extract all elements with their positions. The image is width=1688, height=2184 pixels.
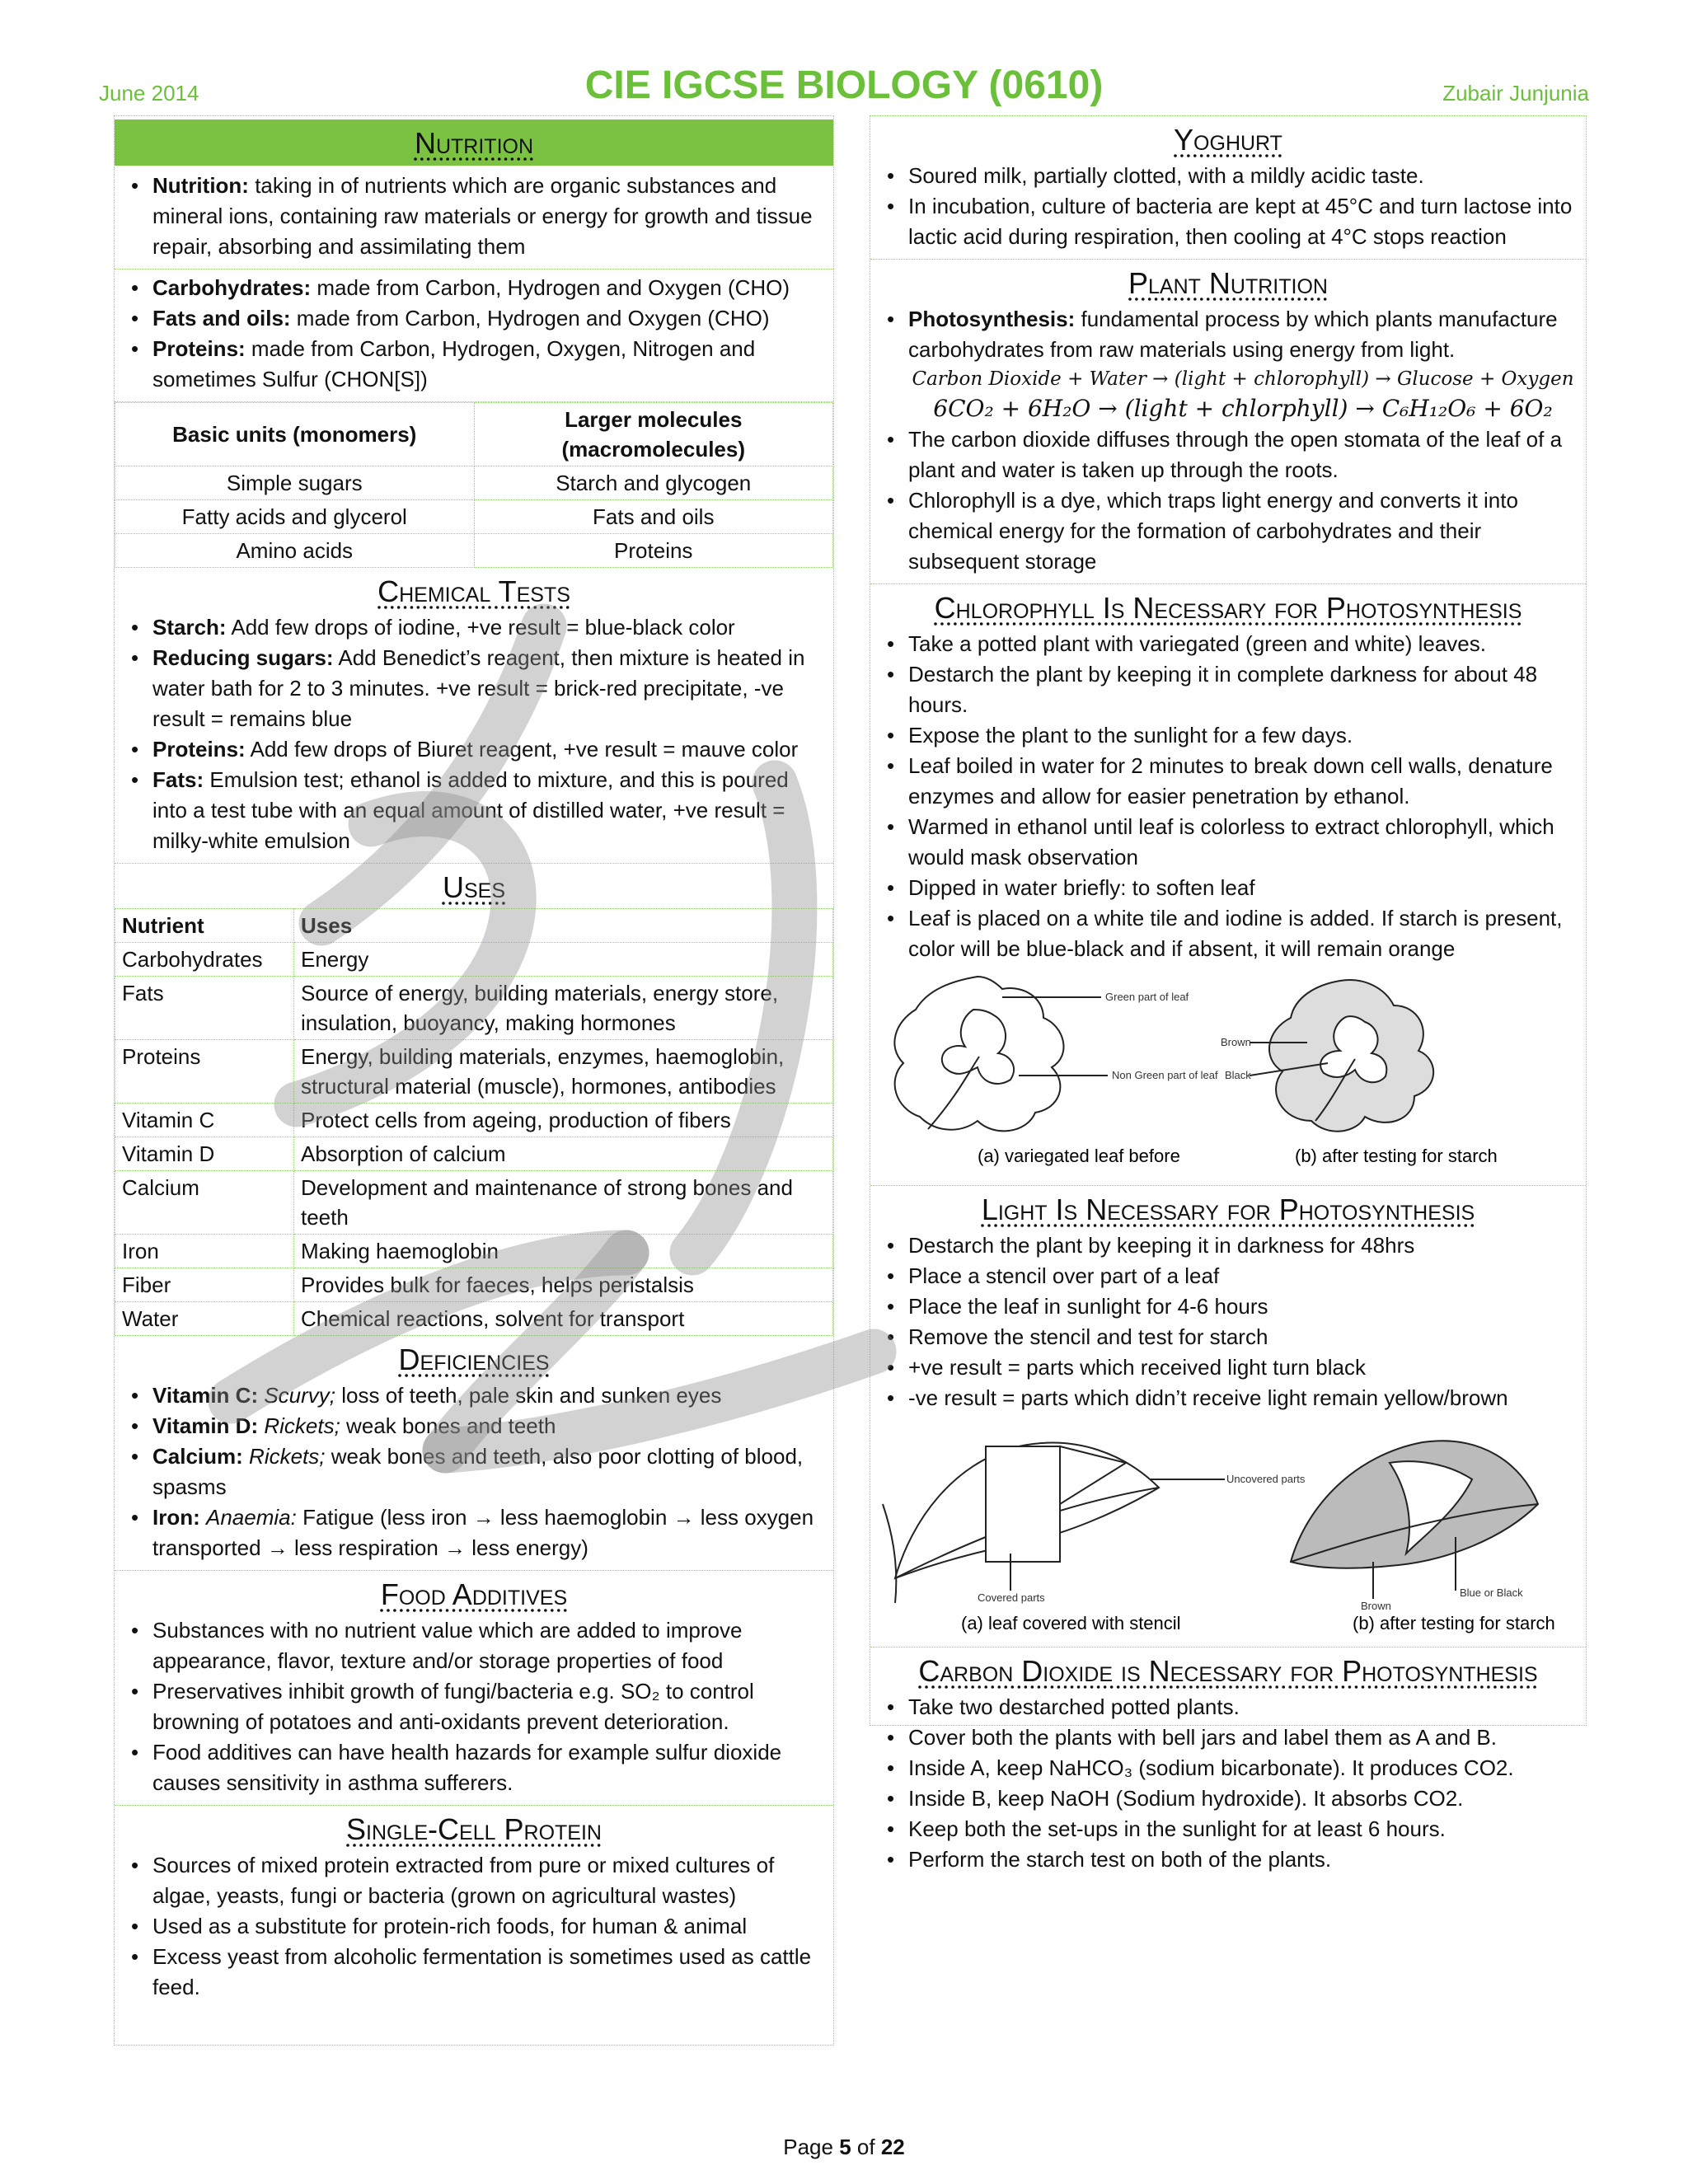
figure-caption: (b) after testing for starch xyxy=(1353,1613,1555,1633)
stencil-leaf-figure xyxy=(879,1413,1571,1636)
list-item: • Fats: Emulsion test; ethanol is added to mixture, and this is poured into a test tube with an equal amount of distilled water, +ve result = milky-white emulsion xyxy=(152,765,825,856)
figure-label: Brown xyxy=(1221,1036,1251,1048)
symbol-equation: 6CO₂ + 6H₂O → (light + chlorphyll) → C₆H₁₂O₆ + 6O₂ xyxy=(933,395,1553,422)
table-cell: Development and maintenance of strong bones and teeth xyxy=(294,1171,833,1235)
table-cell: Fats and oils xyxy=(474,500,833,534)
page-title: CIE IGCSE BIOLOGY (0610) xyxy=(584,63,1104,107)
figure-label: Brown xyxy=(1361,1600,1391,1612)
table-cell: Vitamin D xyxy=(115,1137,294,1171)
table-row xyxy=(115,534,833,568)
list-item: • Destarch the plant by keeping it in darkness for 48hrs xyxy=(908,1230,1578,1261)
header-author: Zubair Junjunia xyxy=(1442,81,1589,105)
plant-nutrition-section xyxy=(870,260,1586,584)
single-cell-protein-heading: Single-Cell Protein xyxy=(346,1812,602,1846)
table-cell: Absorption of calcium xyxy=(294,1137,833,1171)
table-row xyxy=(115,1104,833,1137)
list-item: • Excess yeast from alcoholic fermentation is sometimes used as cattle feed. xyxy=(152,1942,825,2003)
footer-middle: of xyxy=(851,2135,881,2159)
list-item: • Proteins: Add few drops of Biuret reagent, +ve result = mauve color xyxy=(152,734,825,765)
header-date: June 2014 xyxy=(99,81,199,105)
list-item: • Preservatives inhibit growth of fungi/bacteria e.g. SO₂ to control browning of potatoes and anti-oxidants prevent deterioration. xyxy=(152,1676,825,1737)
yoghurt-heading: Yoghurt xyxy=(1174,123,1282,157)
list-item: • Expose the plant to the sunlight for a few days. xyxy=(908,720,1578,751)
table-row xyxy=(115,1137,833,1171)
list-item: • Keep both the set-ups in the sunlight for at least 6 hours. xyxy=(908,1814,1578,1844)
list-item: • Nutrition: taking in of nutrients which are organic substances and mineral ions, containing raw materials or energy for growth and tissue repair, absorbing and assimilating them xyxy=(152,171,825,262)
light-heading: Light Is Necessary for Photosynthesis xyxy=(981,1193,1475,1226)
list-item: • Inside B, keep NaOH (Sodium hydroxide). It absorbs CO2. xyxy=(908,1783,1578,1814)
list-item: • Substances with no nutrient value which are added to improve appearance, flavor, texture and/or storage properties of food xyxy=(152,1615,825,1676)
left-column xyxy=(114,115,834,2046)
list-item: • Take a potted plant with variegated (green and white) leaves. xyxy=(908,629,1578,659)
table-row xyxy=(115,977,833,1040)
chemical-tests-heading: Chemical Tests xyxy=(377,574,570,608)
single-cell-protein-section xyxy=(115,1806,833,2009)
table-cell: Calcium xyxy=(115,1171,294,1235)
list-item: • Reducing sugars: Add Benedict’s reagent, then mixture is heated in water bath for 2 to 3 minutes. +ve result = brick-red precipitate, -ve result = remains blue xyxy=(152,643,825,734)
table-cell: Energy, building materials, enzymes, haemoglobin, structural material (muscle), hormones, antibodies xyxy=(294,1040,833,1104)
table-cell: Amino acids xyxy=(115,534,475,568)
list-item: • Chlorophyll is a dye, which traps light energy and converts it into chemical energy for the formation of carbohydrates and their subsequent storage xyxy=(908,485,1578,577)
list-item: • Carbohydrates: made from Carbon, Hydrogen and Oxygen (CHO) xyxy=(152,273,825,303)
table-cell: Vitamin C xyxy=(115,1104,294,1137)
table-cell: Water xyxy=(115,1302,294,1336)
list-item: • -ve result = parts which didn’t receive light remain yellow/brown xyxy=(908,1383,1578,1413)
variegated-leaf-icon xyxy=(894,977,1108,1131)
chlorophyll-heading: Chlorophyll Is Necessary for Photosynthesis xyxy=(934,591,1522,625)
figure-label: Blue or Black xyxy=(1460,1586,1523,1599)
table-cell: Making haemoglobin xyxy=(294,1235,833,1268)
list-item: • Food additives can have health hazards for example sulfur dioxide causes sensitivity in asthma sufferers. xyxy=(152,1737,825,1798)
list-item: • Fats and oils: made from Carbon, Hydrogen and Oxygen (CHO) xyxy=(152,303,825,334)
figure-label: Covered parts xyxy=(978,1591,1045,1604)
page-number: 5 xyxy=(839,2135,851,2159)
page-footer xyxy=(0,2135,1688,2160)
uses-table xyxy=(115,908,833,1336)
list-item: • Perform the starch test on both of the plants. xyxy=(908,1844,1578,1875)
deficiencies-heading: Deficiencies xyxy=(398,1343,550,1376)
list-item: • Destarch the plant by keeping it in complete darkness for about 48 hours. xyxy=(908,659,1578,720)
table-cell: Source of energy, building materials, energy store, insulation, buoyancy, making hormones xyxy=(294,977,833,1040)
list-item: • Starch: Add few drops of iodine, +ve result = blue-black color xyxy=(152,612,825,643)
figure-caption: (a) variegated leaf before xyxy=(978,1146,1180,1166)
table-cell: Iron xyxy=(115,1235,294,1268)
list-item: • Place a stencil over part of a leaf xyxy=(908,1261,1578,1291)
table-cell: Protect cells from ageing, production of fibers xyxy=(294,1104,833,1137)
monomer-table xyxy=(115,402,833,568)
figure-label: Green part of leaf xyxy=(1105,991,1189,1003)
list-item: • Used as a substitute for protein-rich foods, for human & animal xyxy=(152,1911,825,1942)
food-additives-section xyxy=(115,1571,833,1806)
table-header-row xyxy=(115,909,833,943)
yoghurt-section xyxy=(870,116,1586,260)
list-item: • Cover both the plants with bell jars and label them as A and B. xyxy=(908,1722,1578,1753)
table-cell: Simple sugars xyxy=(115,466,475,500)
list-item: • Soured milk, partially clotted, with a mildly acidic taste. xyxy=(908,161,1578,191)
figure-caption: (b) after testing for starch xyxy=(1295,1146,1498,1166)
right-column xyxy=(870,115,1587,1872)
list-item: • Place the leaf in sunlight for 4-6 hours xyxy=(908,1291,1578,1322)
table-cell: Starch and glycogen xyxy=(474,466,833,500)
table-header: Nutrient xyxy=(115,909,294,943)
table-cell: Provides bulk for faeces, helps peristalsis xyxy=(294,1268,833,1302)
word-equation: Carbon Dioxide + Water → (light + chlorophyll) → Glucose + Oxygen xyxy=(912,368,1574,390)
list-item: • Remove the stencil and test for starch xyxy=(908,1322,1578,1352)
list-item: • Leaf boiled in water for 2 minutes to break down cell walls, denature enzymes and allow for easier penetration by ethanol. xyxy=(908,751,1578,812)
table-cell: Chemical reactions, solvent for transport xyxy=(294,1302,833,1336)
nutrition-section xyxy=(115,116,833,269)
table-cell: Fiber xyxy=(115,1268,294,1302)
starch-tested-leaf-icon xyxy=(1250,980,1433,1132)
table-row xyxy=(115,466,833,500)
figure-label: Non Green part of leaf xyxy=(1112,1069,1218,1081)
list-item: • Leaf is placed on a white tile and iodine is added. If starch is present, color will be blue-black and if absent, it will remain orange xyxy=(908,903,1578,964)
footer-prefix: Page xyxy=(783,2135,840,2159)
tested-leaf-icon xyxy=(1291,1441,1538,1599)
table-row xyxy=(115,1302,833,1336)
table-cell: Carbohydrates xyxy=(115,943,294,977)
list-item: • Sources of mixed protein extracted from pure or mixed cultures of algae, yeasts, fungi or bacteria (grown on agricultural wastes) xyxy=(152,1850,825,1911)
table-cell: Proteins xyxy=(115,1040,294,1104)
table-row xyxy=(115,1235,833,1268)
list-item: • Iron: Anaemia: Fatigue (less iron → less haemoglobin → less oxygen transported → less respiration → less energy) xyxy=(152,1502,825,1563)
stencil-leaf-icon xyxy=(883,1443,1225,1603)
co2-heading: Carbon Dioxide is Necessary for Photosynthesis xyxy=(918,1654,1538,1688)
variegated-leaf-figure xyxy=(879,964,1571,1174)
list-item: • In incubation, culture of bacteria are kept at 45°C and turn lactose into lactic acid during respiration, then cooling at 4°C stops reaction xyxy=(908,191,1578,252)
figure-caption: (a) leaf covered with stencil xyxy=(961,1613,1181,1633)
table-header: Uses xyxy=(294,909,833,943)
page-total: 22 xyxy=(880,2135,905,2159)
list-item: • Vitamin C: Scurvy; loss of teeth, pale skin and sunken eyes xyxy=(152,1380,825,1411)
list-item: • Warmed in ethanol until leaf is colorless to extract chlorophyll, which would mask observation xyxy=(908,812,1578,873)
table-row xyxy=(115,1040,833,1104)
table-cell: Proteins xyxy=(474,534,833,568)
table-cell: Fatty acids and glycerol xyxy=(115,500,475,534)
co2-section xyxy=(870,1647,1586,1882)
figure-label: Uncovered parts xyxy=(1226,1473,1306,1485)
light-section xyxy=(870,1186,1586,1647)
list-item: • Calcium: Rickets; weak bones and teeth, also poor clotting of blood, spasms xyxy=(152,1441,825,1502)
list-item: • Dipped in water briefly: to soften leaf xyxy=(908,873,1578,903)
table-header-row xyxy=(115,403,833,466)
list-item: • The carbon dioxide diffuses through the open stomata of the leaf of a plant and water is taken up through the roots. xyxy=(908,424,1578,485)
list-item: • +ve result = parts which received light turn black xyxy=(908,1352,1578,1383)
nutrition-heading: Nutrition xyxy=(115,120,833,166)
plant-nutrition-heading: Plant Nutrition xyxy=(1128,266,1328,300)
uses-heading: Uses xyxy=(442,870,506,904)
table-cell: Energy xyxy=(294,943,833,977)
table-header: Basic units (monomers) xyxy=(115,403,475,466)
chemical-tests-section xyxy=(115,568,833,864)
chlorophyll-section xyxy=(870,584,1586,1186)
food-additives-heading: Food Additives xyxy=(380,1577,568,1611)
list-item: • Inside A, keep NaHCO₃ (sodium bicarbonate). It produces CO2. xyxy=(908,1753,1578,1783)
table-cell: Fats xyxy=(115,977,294,1040)
figure-label: Black xyxy=(1225,1069,1251,1081)
list-item: • Take two destarched potted plants. xyxy=(908,1692,1578,1722)
deficiencies-section xyxy=(115,1336,833,1571)
table-header: Larger molecules (macromolecules) xyxy=(474,403,833,466)
nutrition-elements xyxy=(115,269,833,402)
table-row xyxy=(115,1268,833,1302)
list-item: • Vitamin D: Rickets; weak bones and teeth xyxy=(152,1411,825,1441)
list-item: • Proteins: made from Carbon, Hydrogen, Oxygen, Nitrogen and sometimes Sulfur (CHON[S]) xyxy=(152,334,825,395)
list-item: • Photosynthesis: fundamental process by which plants manufacture carbohydrates from raw materials using energy from light. Carbon Dioxide + Water → (light + chlorophyll) → Glucose + Oxygen 6CO₂ + 6H₂O → (light + chlorphyll) → C₆H₁₂O₆ + 6O₂ xyxy=(908,304,1578,424)
uses-section xyxy=(115,864,833,908)
table-row xyxy=(115,943,833,977)
table-row xyxy=(115,1171,833,1235)
table-row xyxy=(115,500,833,534)
